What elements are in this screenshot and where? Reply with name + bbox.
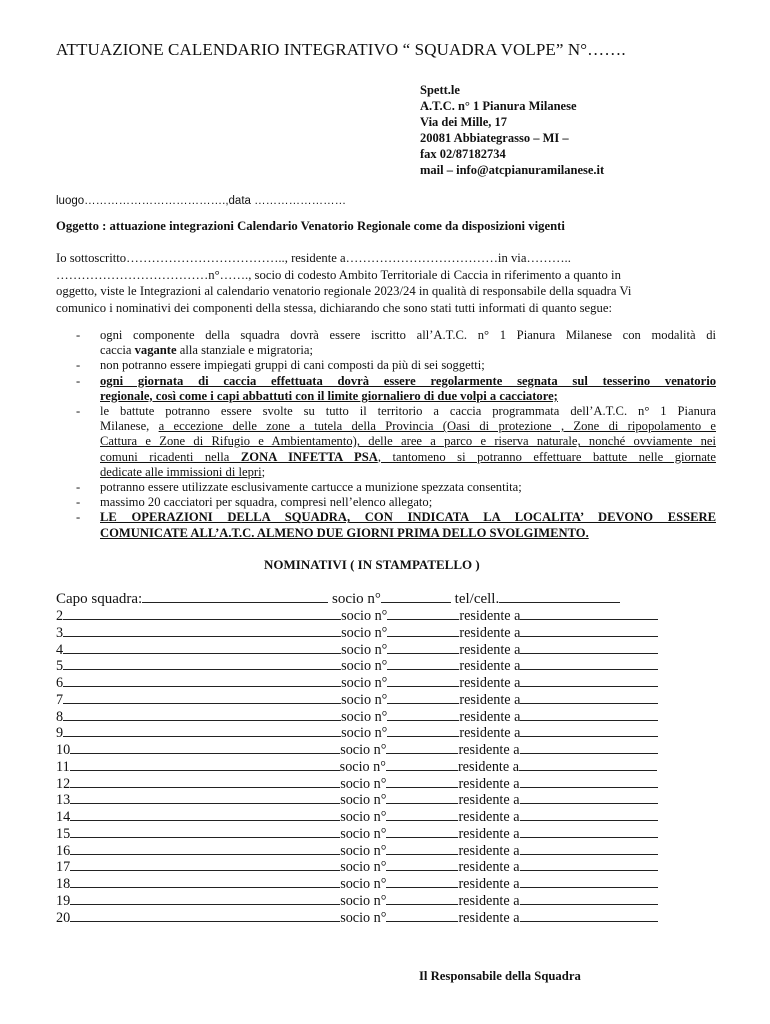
member-number: 11 [56, 759, 70, 775]
socio-number-field[interactable] [386, 908, 458, 922]
residente-label: residente a [459, 692, 521, 708]
socio-label: socio n° [341, 709, 388, 725]
member-number: 13 [56, 792, 71, 808]
socio-number-field[interactable] [387, 640, 459, 654]
member-name-field[interactable] [70, 740, 340, 754]
captain-label: Capo squadra: [56, 591, 143, 607]
socio-number-field[interactable] [386, 857, 458, 871]
member-row [56, 723, 658, 740]
residente-label: residente a [458, 876, 520, 892]
rule-text: ogni giornata di caccia effettuata dovrà essere regolarmente segnata sul tesserino venatorio [100, 373, 716, 388]
member-number: 8 [56, 709, 64, 725]
socio-label: socio n° [341, 725, 388, 741]
rule-text: dedicate alle immissioni di lepri [100, 464, 262, 479]
residence-field[interactable] [520, 824, 658, 838]
residente-label: residente a [457, 759, 519, 775]
member-row [56, 790, 658, 807]
residente-label: residente a [458, 893, 520, 909]
rule-item [56, 358, 716, 373]
residente-label: residente a [459, 725, 521, 741]
socio-number-field[interactable] [387, 690, 459, 704]
residente-label: residente a [458, 910, 520, 926]
bullet-dash: - [76, 328, 81, 342]
member-number: 6 [56, 675, 64, 691]
residente-label: residente a [459, 642, 521, 658]
tel-label: tel/cell. [450, 591, 500, 607]
socio-number-field[interactable] [386, 841, 458, 855]
residente-label: residente a [458, 826, 520, 842]
residente-label: residente a [458, 776, 520, 792]
socio-label: socio n° [340, 826, 387, 842]
captain-name-field[interactable] [142, 589, 328, 603]
names-heading: NOMINATIVI ( IN STAMPATELLO ) [264, 557, 480, 572]
rule-text: le battute potranno essere svolte su tutto il territorio a caccia programmata dell’A.T.C. n° 1 Pianura [100, 404, 716, 419]
member-number: 15 [56, 826, 71, 842]
rule-text: , tantomeno si potranno effettuare battute nelle giornate [377, 449, 717, 464]
residence-field[interactable] [520, 690, 658, 704]
rule-item [56, 510, 716, 540]
bullet-dash: - [76, 495, 81, 510]
intro-paragraph [56, 250, 716, 316]
rule-text: alla stanziale e migratoria; [176, 343, 313, 358]
residence-field[interactable] [520, 874, 658, 888]
member-number: 17 [56, 859, 71, 875]
recipient-line: Spett.le [420, 83, 460, 97]
rule-item [56, 404, 716, 480]
member-number: 18 [56, 876, 71, 892]
socio-label: socio n° [340, 776, 387, 792]
page-title: ATTUAZIONE CALENDARIO INTEGRATIVO “ SQUADRA VOLPE” N°……. [56, 40, 626, 59]
socio-label: socio n° [340, 809, 387, 825]
member-row [56, 824, 658, 841]
residence-field[interactable] [520, 857, 658, 871]
socio-number-field[interactable] [387, 707, 459, 721]
socio-number-field[interactable] [387, 606, 459, 620]
residence-field[interactable] [520, 774, 658, 788]
recipient-line: Via dei Mille, 17 [420, 115, 508, 129]
member-name-field[interactable] [70, 891, 340, 905]
member-number: 9 [56, 725, 64, 741]
member-row [56, 774, 658, 791]
rule-item [56, 480, 716, 495]
rule-text: Cattura e Zone di Rifugio e Ambientamento), delle aree a parco e riserva naturale, nonché ovviamente nei [100, 434, 716, 449]
residente-label: residente a [459, 608, 521, 624]
residente-label: residente a [458, 843, 520, 859]
socio-number-field[interactable] [387, 723, 459, 737]
member-row [56, 707, 658, 724]
member-name-field[interactable] [70, 790, 340, 804]
rule-text: ; [261, 464, 266, 479]
recipient-line: mail – info@atcpianuramilanese.it [420, 163, 605, 177]
member-number: 16 [56, 843, 71, 859]
residence-field[interactable] [520, 673, 658, 687]
residence-field[interactable] [520, 841, 658, 855]
subject-line: Oggetto : attuazione integrazioni Calendario Venatorio Regionale come da disposizioni vigenti [56, 219, 565, 233]
signature-label: Il Responsabile della Squadra [419, 969, 581, 983]
residente-label: residente a [459, 709, 521, 725]
socio-label: socio n° [339, 759, 386, 775]
socio-number-field[interactable] [386, 790, 458, 804]
socio-number-field[interactable] [386, 824, 458, 838]
member-name-field[interactable] [70, 824, 340, 838]
member-name-field[interactable] [70, 908, 340, 922]
intro-line: ………………………………n°……., socio di codesto Ambito Territoriale di Caccia in riferimento a quanto in [56, 267, 621, 282]
socio-label: socio n° [340, 910, 387, 926]
member-name-field[interactable] [70, 807, 340, 821]
member-row [56, 807, 658, 824]
member-row [56, 606, 658, 623]
member-number: 7 [56, 692, 64, 708]
rule-text: a eccezione delle zone a tutela della Provincia (Oasi di protezione , Zone di ripopolamento e [158, 419, 717, 434]
member-name-field[interactable] [70, 857, 340, 871]
intro-line: oggetto, viste le Integrazioni al calendario venatorio regionale 2023/24 in qualità di responsabile della squadra Vi [56, 284, 632, 298]
member-number: 12 [56, 776, 71, 792]
residence-field[interactable] [520, 606, 658, 620]
residence-field[interactable] [520, 790, 658, 804]
residente-label: residente a [459, 675, 521, 691]
rule-text: Milanese, [100, 419, 159, 434]
socio-label: socio n° [341, 625, 388, 641]
member-row [56, 857, 658, 874]
socio-number-field[interactable] [387, 656, 459, 670]
socio-label: socio n° [340, 792, 387, 808]
member-row [56, 640, 658, 657]
residence-field[interactable] [520, 707, 658, 721]
rule-item [56, 328, 716, 358]
recipient-address [420, 82, 604, 178]
rule-text: regionale, così come i capi abbattuti con il limite giornaliero di due volpi a cacciatore; [100, 388, 558, 403]
rule-text: potranno essere utilizzate esclusivamente cartucce a munizione spezzata consentita; [100, 480, 522, 495]
member-number: 3 [56, 625, 64, 641]
member-row [56, 757, 657, 774]
tel-field[interactable] [499, 589, 620, 603]
member-number: 20 [56, 910, 71, 926]
socio-label: socio n° [340, 742, 387, 758]
rule-text: caccia [100, 343, 135, 358]
member-number: 2 [56, 608, 64, 624]
member-number: 19 [56, 893, 71, 909]
rule-text: comuni ricadenti nella [100, 449, 241, 464]
member-name-field[interactable] [63, 723, 341, 737]
member-name-field[interactable] [63, 623, 341, 637]
socio-label: socio n° [341, 658, 388, 674]
rule-text: massimo 20 cacciatori per squadra, compresi nell’elenco allegato; [100, 495, 433, 510]
intro-line: Io sottoscritto……………………………….., residente a………………………………in via……….. [56, 251, 571, 265]
member-name-field[interactable] [70, 774, 340, 788]
residence-field[interactable] [520, 891, 658, 905]
bullet-dash: - [76, 404, 81, 419]
residente-label: residente a [458, 809, 520, 825]
socio-label: socio n° [340, 876, 387, 892]
residente-label: residente a [459, 658, 521, 674]
place-date-field[interactable]: luogo……………………………….,data …………………… [56, 195, 347, 207]
rule-item [56, 374, 716, 404]
socio-number-field[interactable] [381, 589, 451, 603]
socio-label: socio n° [340, 843, 387, 859]
residence-field[interactable] [520, 656, 658, 670]
residente-label: residente a [458, 792, 520, 808]
residence-field[interactable] [520, 640, 658, 654]
residence-field[interactable] [520, 740, 658, 754]
member-number: 10 [56, 742, 71, 758]
socio-number-field[interactable] [387, 623, 459, 637]
residence-field[interactable] [520, 623, 658, 637]
member-row [56, 874, 658, 891]
rule-item [56, 495, 716, 510]
socio-label: socio n° [340, 893, 387, 909]
recipient-line: 20081 Abbiategrasso – MI – [420, 131, 569, 145]
member-row [56, 690, 658, 707]
member-row [56, 740, 658, 757]
bullet-dash: - [76, 480, 81, 495]
socio-number-field[interactable] [386, 891, 458, 905]
rule-text: non potranno essere impiegati gruppi di cani composti da più di sei soggetti; [100, 358, 485, 373]
member-number: 5 [56, 658, 64, 674]
residence-field[interactable] [519, 757, 657, 771]
socio-number-field[interactable] [386, 757, 458, 771]
recipient-line: fax 02/87182734 [420, 147, 506, 161]
member-name-field[interactable] [63, 707, 341, 721]
socio-label: socio n° [341, 642, 388, 658]
member-name-field[interactable] [70, 841, 340, 855]
socio-number-field[interactable] [386, 807, 458, 821]
rule-emphasis: ZONA INFETTA PSA [240, 449, 378, 464]
member-name-field[interactable] [63, 606, 341, 620]
rules-list [56, 328, 716, 541]
member-name-field[interactable] [63, 690, 341, 704]
member-row [56, 891, 658, 908]
rule-emphasis: vagante [134, 343, 177, 358]
member-name-field[interactable] [70, 757, 340, 771]
member-row [56, 908, 658, 925]
socio-label: socio n° [341, 608, 388, 624]
socio-number-field[interactable] [386, 874, 458, 888]
residente-label: residente a [459, 625, 521, 641]
socio-number-field[interactable] [386, 740, 458, 754]
member-name-field[interactable] [70, 874, 340, 888]
rule-text: COMUNICATE ALL’A.T.C. ALMENO DUE GIORNI PRIMA DELLO SVOLGIMENTO. [100, 525, 589, 540]
member-name-field[interactable] [63, 673, 341, 687]
socio-label: socio n° [341, 692, 388, 708]
rule-text: LE OPERAZIONI DELLA SQUADRA, CON INDICATA LA LOCALITA’ DEVONO ESSERE [100, 510, 716, 525]
member-row [56, 623, 658, 640]
member-number: 4 [56, 642, 64, 658]
residente-label: residente a [458, 859, 520, 875]
recipient-line: A.T.C. n° 1 Pianura Milanese [420, 99, 577, 113]
residence-field[interactable] [520, 908, 658, 922]
member-name-field[interactable] [63, 656, 341, 670]
member-row [56, 656, 658, 673]
socio-number-field[interactable] [387, 673, 459, 687]
member-number: 14 [56, 809, 71, 825]
bullet-dash: - [76, 373, 81, 388]
member-name-field[interactable] [63, 640, 341, 654]
bullet-dash: - [76, 510, 81, 525]
socio-label: socio n° [341, 675, 388, 691]
socio-label: socio n° [328, 591, 381, 607]
intro-line: comunico i nominativi dei componenti della stessa, dichiarando che sono stati tutti informati di quanto segue: [56, 300, 613, 315]
residente-label: residente a [458, 742, 520, 758]
bullet-dash: - [76, 358, 81, 373]
residence-field[interactable] [520, 723, 658, 737]
member-row [56, 673, 658, 690]
socio-label: socio n° [340, 859, 387, 875]
member-row [56, 841, 658, 858]
socio-number-field[interactable] [386, 774, 458, 788]
rule-text: ogni componente della squadra dovrà essere iscritto all’A.T.C. n° 1 Pianura Milanese con modalità di [100, 328, 716, 342]
residence-field[interactable] [520, 807, 658, 821]
